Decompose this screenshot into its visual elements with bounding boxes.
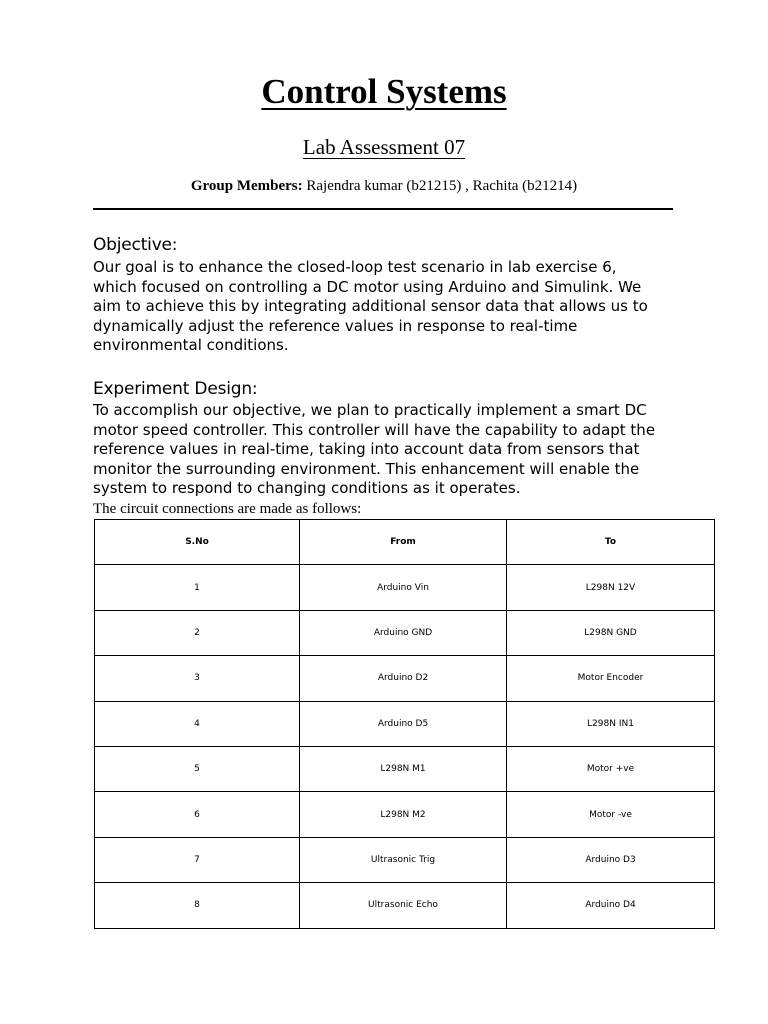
- group-members-label: Group Members:: [190, 178, 303, 194]
- table-row: [95, 883, 715, 928]
- circuit-connections-note: The circuit connections are made as follows:: [93, 501, 362, 517]
- group-members: [0, 176, 768, 196]
- cell-sno: 3: [95, 656, 300, 701]
- cell-from: Arduino D2: [300, 656, 507, 701]
- cell-to: L298N 12V: [507, 565, 715, 610]
- circuit-connections-table: [94, 519, 715, 929]
- table-row: [95, 792, 715, 837]
- cell-from: Arduino D5: [300, 701, 507, 746]
- cell-from: L298N M2: [300, 792, 507, 837]
- cell-to: L298N GND: [507, 610, 715, 655]
- cell-from: L298N M1: [300, 746, 507, 791]
- cell-from: Ultrasonic Trig: [300, 837, 507, 882]
- table-header-row: [95, 520, 715, 565]
- document-subtitle: [0, 133, 768, 161]
- experiment-line: monitor the surrounding environment. This enhancement will enable the: [93, 459, 640, 478]
- objective-line: environmental conditions.: [93, 336, 289, 355]
- cell-sno: 5: [95, 746, 300, 791]
- objective-line: which focused on controlling a DC motor using Arduino and Simulink. We: [93, 277, 642, 296]
- cell-to: Arduino D4: [507, 883, 715, 928]
- experiment-line: reference values in real-time, taking into account data from sensors that: [93, 440, 640, 459]
- cell-to: L298N IN1: [507, 701, 715, 746]
- header-to: To: [507, 520, 715, 565]
- document-title: [0, 70, 768, 114]
- cell-sno: 6: [95, 792, 300, 837]
- table-row: [95, 837, 715, 882]
- experiment-design-paragraph: [93, 401, 693, 499]
- experiment-line: motor speed controller. This controller will have the capability to adapt the: [93, 420, 656, 439]
- document-title-text: Control Systems: [261, 72, 507, 111]
- table-row: [95, 746, 715, 791]
- objective-line: aim to achieve this by integrating additional sensor data that allows us to: [93, 297, 648, 316]
- cell-sno: 7: [95, 837, 300, 882]
- experiment-design-heading: Experiment Design:: [93, 379, 258, 399]
- table-row: [95, 610, 715, 655]
- table-row: [95, 565, 715, 610]
- header-from: From: [300, 520, 507, 565]
- experiment-line: To accomplish our objective, we plan to practically implement a smart DC: [93, 401, 647, 419]
- cell-sno: 8: [95, 883, 300, 928]
- document-subtitle-text: Lab Assessment 07: [302, 135, 466, 159]
- cell-sno: 1: [95, 565, 300, 610]
- objective-paragraph: [93, 258, 693, 356]
- objective-line: dynamically adjust the reference values in response to real-time: [93, 316, 578, 335]
- cell-from: Ultrasonic Echo: [300, 883, 507, 928]
- experiment-line: system to respond to changing conditions as it operates.: [93, 479, 521, 498]
- cell-from: Arduino Vin: [300, 565, 507, 610]
- cell-to: Motor +ve: [507, 746, 715, 791]
- cell-to: Motor -ve: [507, 792, 715, 837]
- cell-sno: 4: [95, 701, 300, 746]
- table-row: [95, 701, 715, 746]
- objective-line: Our goal is to enhance the closed-loop test scenario in lab exercise 6,: [93, 258, 617, 276]
- table-row: [95, 656, 715, 701]
- group-members-names: Rajendra kumar (b21215) , Rachita (b21214): [302, 178, 578, 194]
- header-divider: [93, 208, 673, 210]
- cell-from: Arduino GND: [300, 610, 507, 655]
- cell-to: Arduino D3: [507, 837, 715, 882]
- header-sno: S.No: [95, 520, 300, 565]
- objective-heading: Objective:: [93, 235, 178, 255]
- cell-to: Motor Encoder: [507, 656, 715, 701]
- cell-sno: 2: [95, 610, 300, 655]
